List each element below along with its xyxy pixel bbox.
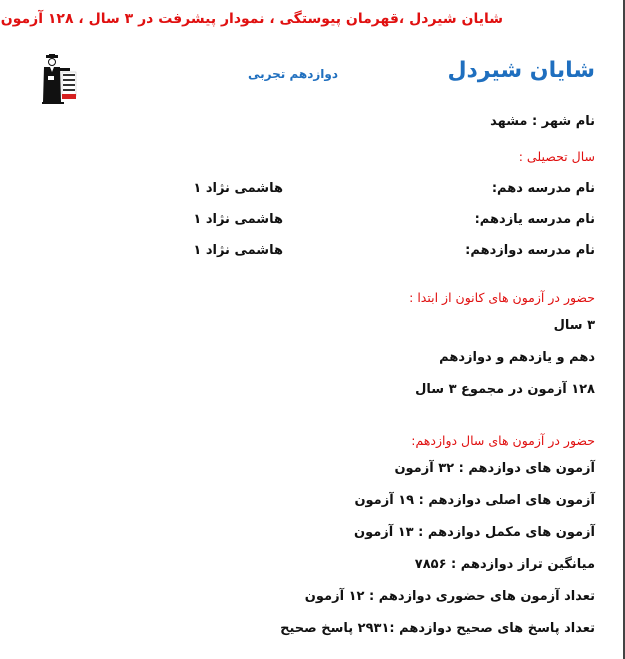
correct-answers-12th: تعداد پاسخ های صحیح دوازدهم :۲۹۳۱ پاسخ صحیح: [280, 621, 595, 636]
in-person-exams-12th: تعداد آزمون های حضوری دوازدهم : ۱۲ آزمون: [304, 589, 595, 604]
exams-12th-total: آزمون های دوازدهم : ۳۲ آزمون: [394, 461, 595, 476]
attendance-years: ۳ سال: [553, 318, 595, 333]
average-score-12th: میانگین تراز دوازدهم : ۷۸۵۶: [414, 557, 595, 572]
school-11-value: هاشمی نژاد ۱: [193, 212, 283, 227]
school-12-value: هاشمی نژاد ۱: [193, 243, 283, 258]
school-10-value: هاشمی نژاد ۱: [193, 181, 283, 196]
academic-years-heading: سال تحصیلی :: [518, 149, 595, 164]
exams-12th-main: آزمون های اصلی دوازدهم : ۱۹ آزمون: [354, 493, 595, 508]
student-grade: دوازدهم تجربی: [248, 67, 338, 81]
kanoon-teacher-logo-icon: [40, 54, 84, 106]
document-title: شایان شیردل ،قهرمان پیوستگی ، نمودار پیشرفت در ۳ سال ، ۱۲۸ آزمون: [0, 11, 503, 27]
attendance-grades: دهم و یازدهم و دوازدهم: [439, 350, 595, 365]
exams-12th-supplementary: آزمون های مکمل دوازدهم : ۱۳ آزمون: [353, 525, 595, 540]
school-12-label: نام مدرسه دوازدهم:: [465, 243, 595, 258]
attendance-total-exams: ۱۲۸ آزمون در مجموع ۳ سال: [415, 382, 595, 397]
school-10-label: نام مدرسه دهم:: [491, 181, 595, 196]
attendance-12th-heading: حضور در آزمون های سال دوازدهم:: [411, 433, 595, 448]
school-11-label: نام مدرسه یازدهم:: [474, 212, 595, 227]
city-line: نام شهر : مشهد: [490, 114, 595, 129]
student-name: شایان شیردل: [447, 58, 595, 83]
attendance-since-start-heading: حضور در آزمون های کانون از ابتدا :: [409, 290, 595, 305]
